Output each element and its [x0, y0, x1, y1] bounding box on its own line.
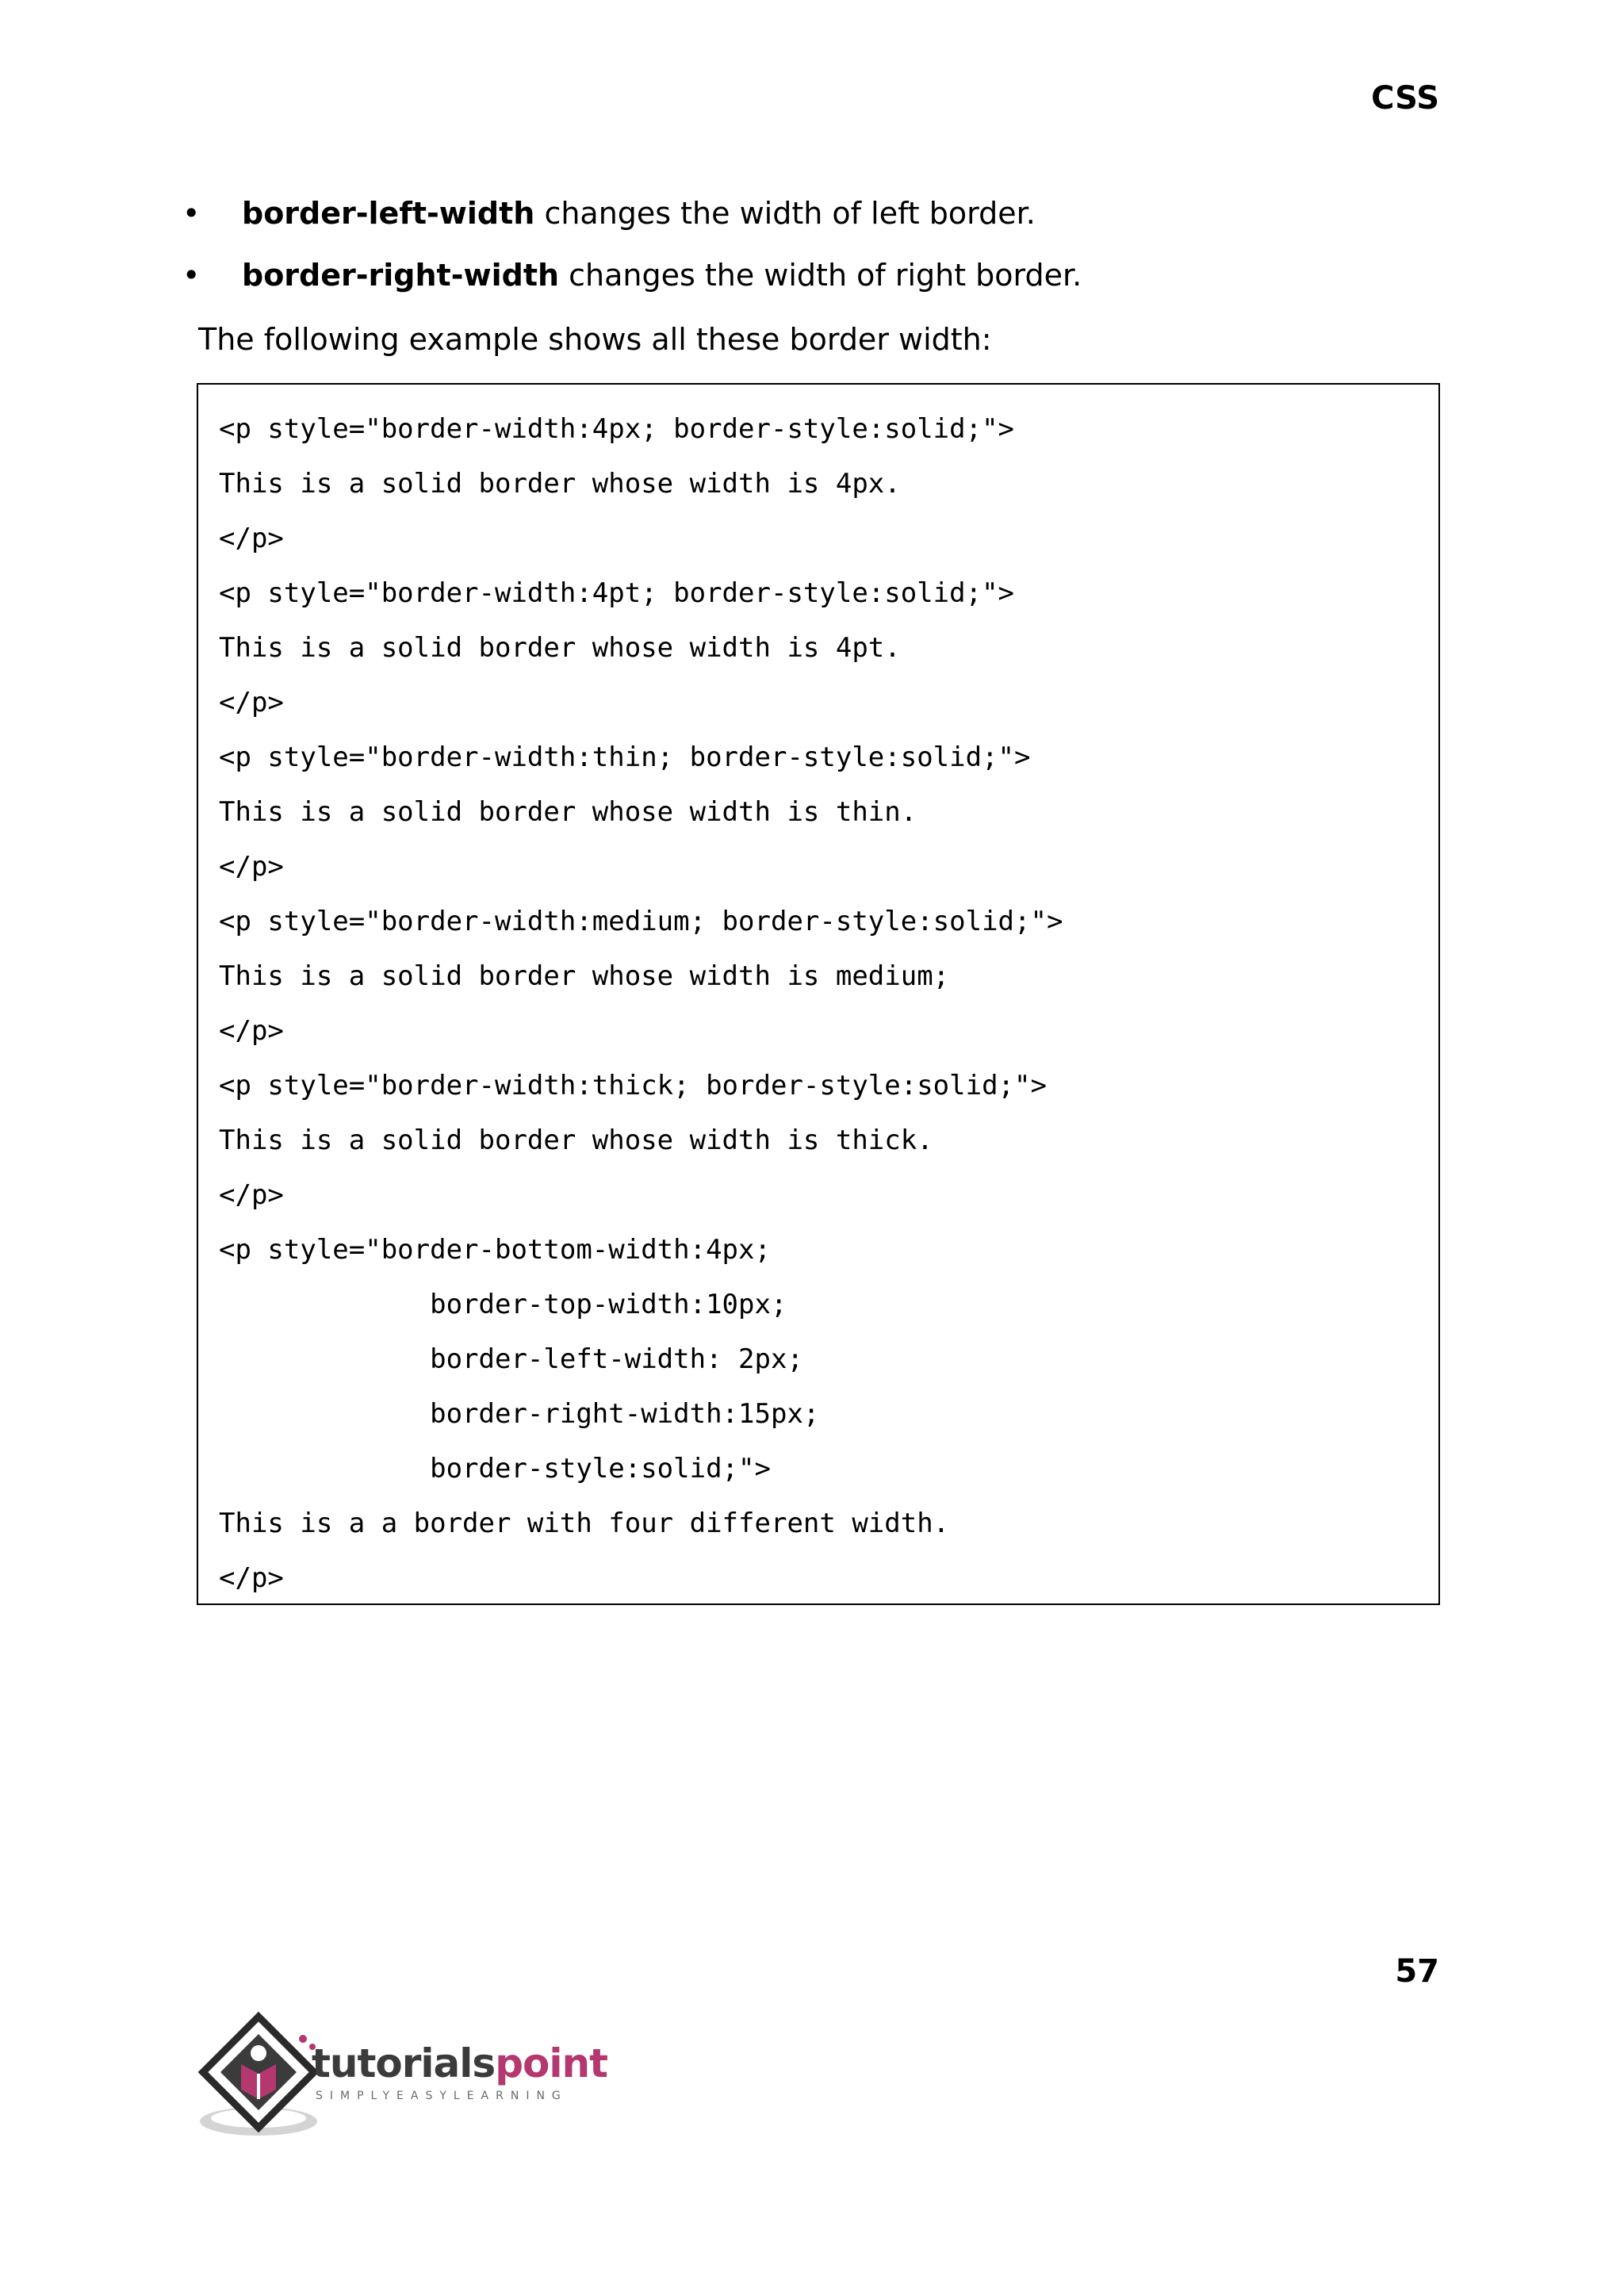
bullet-term: border-left-width [242, 196, 535, 231]
code-line: </p> [219, 1015, 284, 1047]
running-header: CSS [1371, 80, 1439, 117]
tutorialspoint-logo [197, 2010, 609, 2193]
code-line: </p> [219, 1179, 284, 1211]
logo-wordmark: tutorialspoint [312, 2040, 607, 2086]
code-line: <p style="border-width:thin; border-style:solid;"> [219, 741, 1031, 773]
code-line: This is a solid border whose width is thin. [219, 796, 917, 828]
code-line: <p style="border-width:4pt; border-style:solid;"> [219, 577, 1015, 609]
code-line: border-right-width:15px; [219, 1398, 820, 1430]
intro-paragraph: The following example shows all these border width: [198, 322, 992, 357]
code-line: This is a solid border whose width is medium; [219, 960, 950, 992]
bullet-text: changes the width of right border. [559, 258, 1082, 293]
code-line: border-top-width:10px; [219, 1289, 787, 1320]
list-item [182, 194, 1479, 232]
code-line: This is a a border with four different width. [219, 1508, 950, 1539]
code-line: </p> [219, 523, 284, 554]
bullet-text: changes the width of left border. [534, 196, 1036, 231]
code-line: This is a solid border whose width is 4px. [219, 468, 901, 500]
code-line: <p style="border-width:thick; border-style:solid;"> [219, 1070, 1047, 1102]
code-line: border-style:solid;"> [219, 1453, 771, 1485]
bullet-icon: • [182, 196, 201, 231]
code-line: <p style="border-width:4px; border-style:solid;"> [219, 413, 1015, 445]
code-line: This is a solid border whose width is 4pt. [219, 632, 901, 664]
code-line: border-left-width: 2px; [219, 1343, 803, 1375]
code-line: </p> [219, 687, 284, 718]
bullet-list [182, 194, 1479, 318]
bullet-term: border-right-width [242, 258, 560, 293]
bullet-icon: • [182, 258, 201, 293]
code-line: <p style="border-bottom-width:4px; [219, 1234, 771, 1266]
list-item [182, 256, 1479, 294]
code-line: This is a solid border whose width is thick. [219, 1125, 933, 1156]
code-line: </p> [219, 851, 284, 883]
page-number: 57 [1395, 1953, 1439, 1990]
code-example-box [197, 383, 1440, 1605]
code-line: <p style="border-width:medium; border-style:solid;"> [219, 906, 1063, 937]
code-line: </p> [219, 1562, 284, 1594]
logo-tagline: SIMPLYEASYLEARNING [316, 2090, 568, 2102]
